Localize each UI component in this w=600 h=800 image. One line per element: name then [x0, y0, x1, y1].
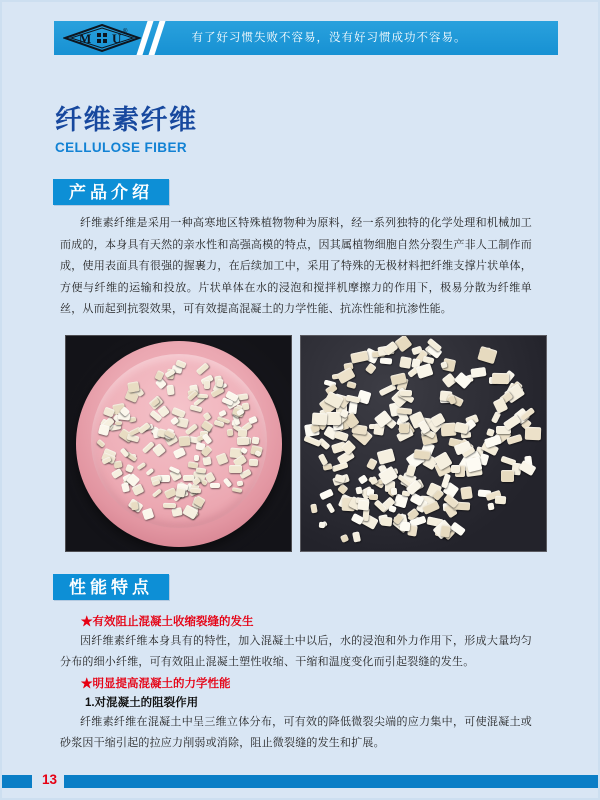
fiber-chip [377, 448, 396, 464]
fiber-chip [215, 452, 227, 464]
fiber-chip [454, 371, 471, 388]
fiber-chip [332, 462, 349, 473]
fiber-chip [236, 481, 242, 487]
fiber-chip [394, 335, 412, 352]
fiber-chip [399, 423, 409, 433]
fiber-chip [477, 346, 497, 364]
fiber-chip [189, 404, 202, 412]
fiber-chip [379, 383, 397, 395]
fiber-chip [203, 457, 212, 466]
fiber-chip [337, 484, 348, 495]
fiber-chip [346, 381, 356, 389]
fiber-chip [355, 486, 362, 494]
feature-bullet: ★有效阻止混凝土收缩裂缝的发生 [81, 616, 254, 628]
section-heading-intro: 产品介绍 [53, 179, 169, 205]
svg-text:®: ® [123, 29, 128, 35]
fiber-chip [312, 412, 328, 425]
fiber-chip [494, 495, 505, 503]
fiber-chip [238, 428, 248, 437]
fiber-chip [218, 409, 226, 416]
page-subtitle: CELLULOSE FIBER [55, 140, 188, 155]
fiber-chip [194, 455, 199, 461]
fiber-chip [399, 356, 411, 369]
feature-bullet: ★明显提高混凝土的力学性能 [81, 678, 231, 690]
fiber-chip [223, 477, 233, 487]
fiber-chip [366, 457, 377, 469]
fiber-chip [173, 447, 186, 459]
fiber-chip [251, 436, 259, 444]
fiber-chip [357, 474, 368, 484]
fiber-chip [406, 464, 417, 477]
header-slogan: 有了好习惯失败不容易，没有好习惯成功不容易。 [191, 32, 467, 44]
fiber-chip [358, 499, 369, 510]
fiber-chip [454, 422, 469, 435]
fiber-chip [216, 378, 223, 387]
fiber-chip [326, 412, 341, 425]
title-block [55, 104, 198, 155]
fiber-chip [137, 462, 147, 471]
fiber-chip [166, 384, 174, 394]
intro-paragraph: 纤维素纤维是采用一种高寒地区特殊植物物种为原料，经一系列独特的化学处理和机械加工而成的，本身具有天然的亲水性和高强高模的特点，因其属植物细胞自然分裂生产非人工制作而成，使用表面具有很强的握裹力，在后续加工中，采用了特殊的无极材料把纤维支撑片状单体，方便与纤维的运输和投放。片状单体在水的浸泡和搅拌机摩擦力的作用下，极易分散为纤维单丝，从而起到抗裂效果，可有效提高混凝土的力学性能、抗冻性能和抗渗性能。 [60, 217, 532, 315]
fiber-chip [365, 363, 376, 374]
fiber-chip [391, 488, 397, 495]
fiber-chip [340, 533, 349, 542]
features-list [60, 611, 532, 754]
fiber-chip [319, 521, 326, 527]
fiber-chip [163, 503, 176, 508]
fiber-chip [471, 367, 487, 378]
fiber-chip [334, 430, 349, 442]
fiber-chip [380, 516, 392, 526]
fiber-chips [301, 336, 546, 551]
fiber-chip [254, 450, 261, 457]
fiber-chip [137, 422, 150, 434]
fiber-chip [248, 416, 258, 425]
fiber-chip [110, 467, 122, 478]
page-title: 纤维素纤维 [55, 105, 198, 135]
fiber-chip [98, 423, 110, 435]
photo-fiber-pile [300, 335, 547, 552]
fiber-chip [171, 507, 183, 517]
feature-subheading: 1.对混凝土的阻裂作用 [85, 697, 199, 709]
fiber-chip [229, 465, 242, 473]
fiber-chip [304, 435, 322, 446]
feature-paragraph: 纤维素纤维在混凝土中呈三维立体分布，可有效的降低微裂尖端的应力集中，可使混凝土或砂浆因干缩引起的拉应力削弱或消除，阻止微裂缝的发生和扩展。 [60, 716, 532, 749]
fiber-chip [368, 493, 377, 499]
fiber-chip [518, 459, 536, 475]
fiber-chip [400, 390, 412, 396]
fiber-chip [152, 489, 163, 499]
svg-text:M: M [79, 31, 92, 46]
fiber-chip [132, 484, 145, 497]
section-heading-features: 性能特点 [53, 574, 169, 600]
fiber-chip [237, 437, 249, 445]
fiber-chip [503, 414, 521, 430]
fiber-chip [350, 350, 369, 363]
fiber-chip [210, 386, 224, 398]
fiber-chip [124, 464, 133, 474]
fiber-chip [501, 470, 515, 482]
fiber-chips [66, 336, 291, 551]
page-number: 13 [42, 772, 58, 787]
fiber-chip [319, 489, 334, 501]
footer-bar [2, 775, 598, 788]
fiber-chip [400, 522, 410, 532]
fiber-chip [190, 488, 201, 494]
fiber-chip [196, 362, 209, 375]
fiber-chip [151, 479, 160, 486]
fiber-chip [484, 434, 502, 448]
fiber-chip [195, 467, 205, 473]
fiber-chip [210, 483, 221, 487]
fiber-chip [460, 486, 472, 499]
fiber-chip [146, 468, 154, 476]
fiber-chip [487, 503, 494, 511]
fiber-chip [525, 427, 541, 441]
fiber-chip [352, 532, 361, 543]
fiber-chip [492, 373, 509, 384]
svg-text:U: U [112, 31, 122, 46]
fiber-chip [141, 507, 154, 519]
fiber-chip [249, 459, 258, 466]
fiber-chip [451, 465, 460, 472]
feature-paragraph: 因纤维素纤维本身具有的特性，加入混凝土中以后，水的浸泡和外力作用下，形成大量均匀分布的细小纤维，可有效阻止混凝土塑性收缩、干缩和温度变化而引起裂缝的发生。 [60, 635, 532, 668]
fiber-chip [379, 358, 392, 365]
fiber-chip [204, 380, 210, 389]
fiber-chip [227, 429, 233, 436]
fiber-chip [96, 439, 105, 448]
fiber-chip [326, 503, 335, 514]
fiber-chip [178, 436, 190, 447]
fiber-chip [311, 503, 319, 513]
photo-fiber-plate [65, 335, 292, 552]
fiber-chip [127, 381, 139, 393]
fiber-chip [232, 487, 242, 493]
product-photos [65, 335, 547, 552]
fiber-chip [440, 524, 451, 538]
header-bar [54, 21, 558, 55]
